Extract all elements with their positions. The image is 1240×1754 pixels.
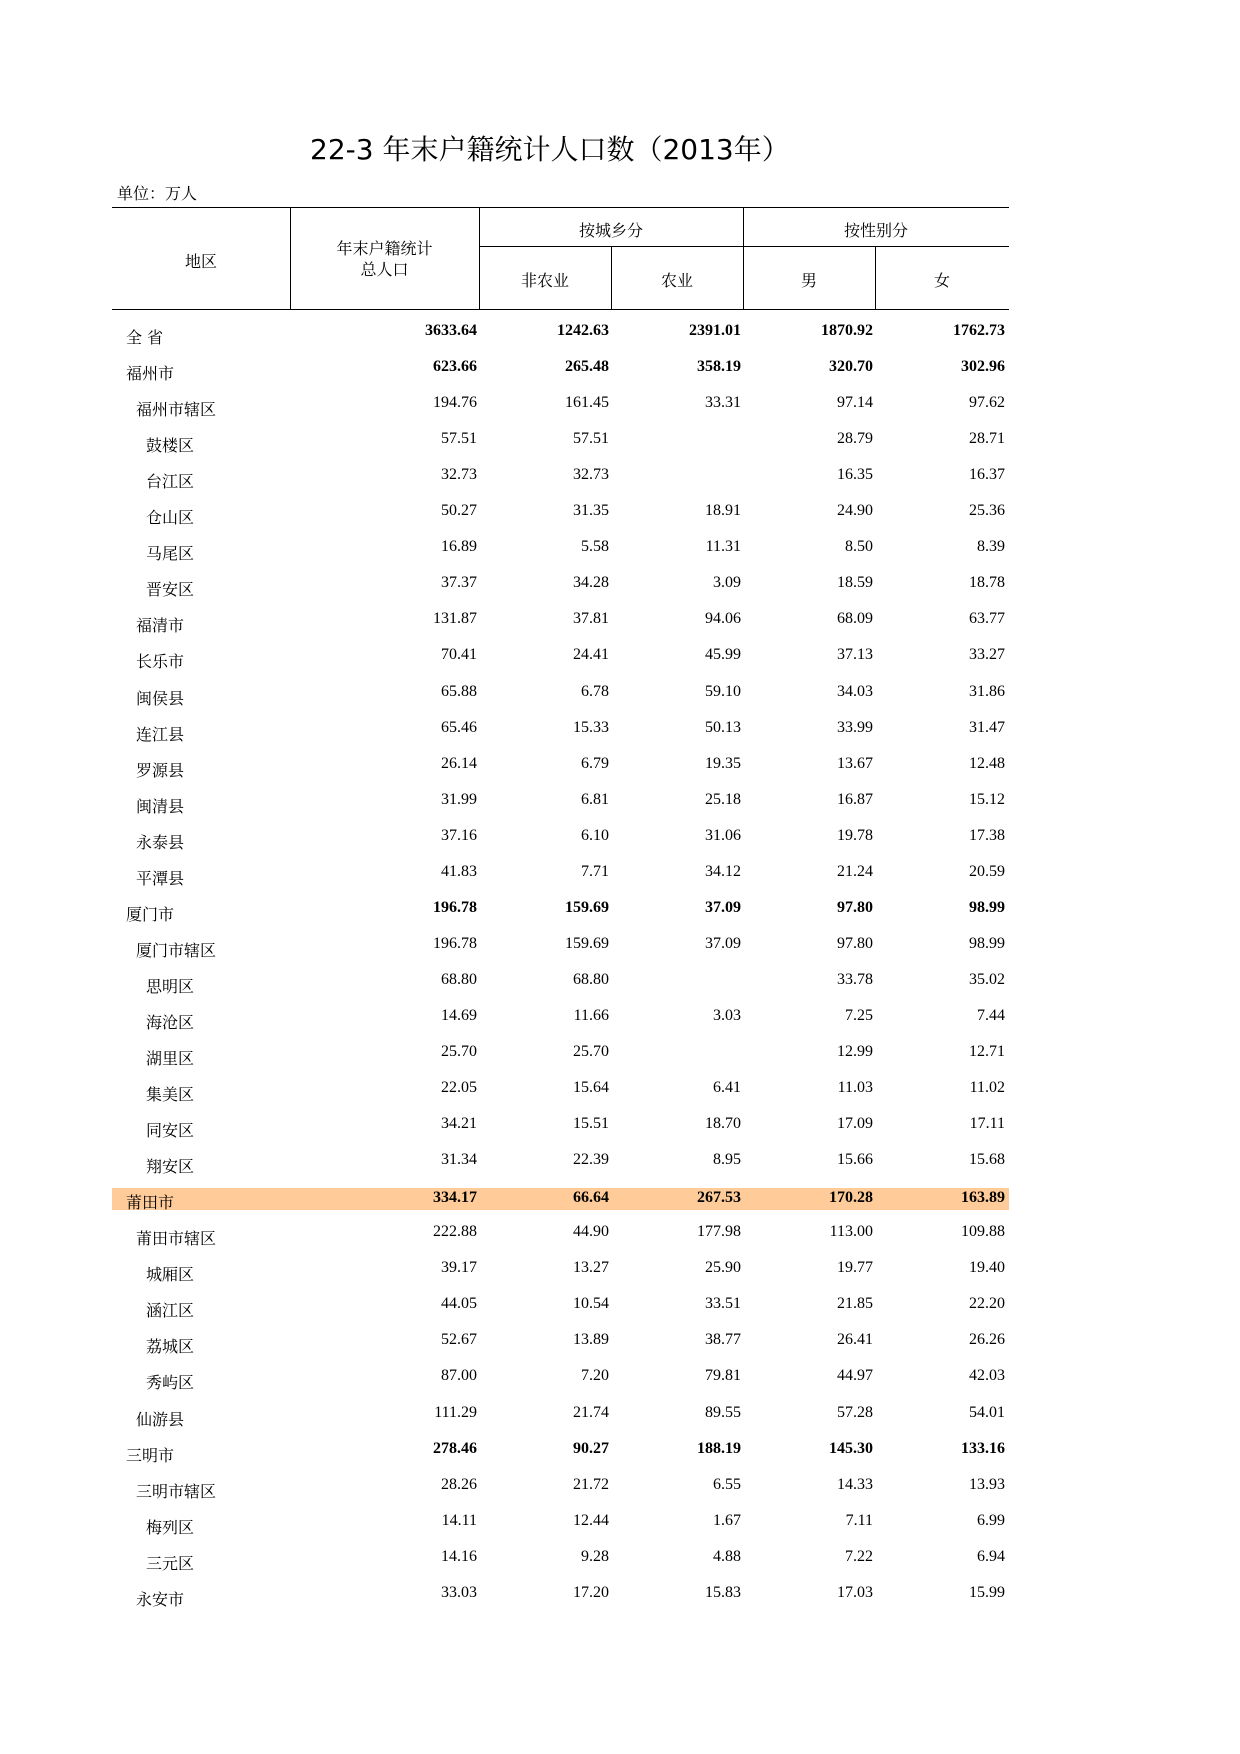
cell-nonagri: 21.72 xyxy=(573,1476,609,1493)
cell-total: 44.05 xyxy=(441,1295,477,1312)
cell-male: 7.11 xyxy=(845,1512,873,1529)
cell-total: 14.16 xyxy=(441,1548,477,1565)
cell-nonagri: 57.51 xyxy=(573,430,609,447)
cell-female: 19.40 xyxy=(969,1259,1005,1276)
table-row xyxy=(112,1584,1009,1620)
region-name: 厦门市辖区 xyxy=(136,941,217,960)
region-name: 秀屿区 xyxy=(146,1373,195,1392)
region-name: 晋安区 xyxy=(146,580,195,599)
cell-female: 16.37 xyxy=(969,466,1005,483)
region-name: 仙游县 xyxy=(136,1410,185,1429)
cell-male: 16.35 xyxy=(837,466,873,483)
table-row xyxy=(112,1188,1009,1210)
cell-male: 37.13 xyxy=(837,646,873,663)
cell-agri: 89.55 xyxy=(705,1404,741,1421)
cell-total: 16.89 xyxy=(441,538,477,555)
cell-male: 12.99 xyxy=(837,1043,873,1060)
table-row xyxy=(112,538,1009,574)
cell-female: 15.99 xyxy=(969,1584,1005,1601)
cell-total: 33.03 xyxy=(441,1584,477,1601)
cell-agri: 3.09 xyxy=(713,574,741,591)
cell-total: 65.46 xyxy=(441,719,477,736)
cell-total: 22.05 xyxy=(441,1079,477,1096)
cell-female: 163.89 xyxy=(961,1189,1005,1206)
region-name: 仓山区 xyxy=(146,508,195,527)
cell-male: 11.03 xyxy=(837,1079,873,1096)
cell-male: 44.97 xyxy=(837,1367,873,1384)
header-female: 女 xyxy=(933,271,950,290)
table-row xyxy=(112,1151,1009,1187)
cell-male: 15.66 xyxy=(837,1151,873,1168)
table-row xyxy=(112,1404,1009,1440)
cell-agri: 38.77 xyxy=(705,1331,741,1348)
table-row xyxy=(112,1548,1009,1584)
region-name: 莆田市 xyxy=(126,1193,175,1212)
cell-female: 35.02 xyxy=(969,971,1005,988)
cell-male: 18.59 xyxy=(837,574,873,591)
cell-nonagri: 32.73 xyxy=(573,466,609,483)
header-total xyxy=(290,238,479,280)
header-by-urban-rural: 按城乡分 xyxy=(578,221,643,240)
cell-female: 18.78 xyxy=(969,574,1005,591)
header-total-line2: 总人口 xyxy=(360,260,409,279)
cell-total: 26.14 xyxy=(441,755,477,772)
cell-female: 33.27 xyxy=(969,646,1005,663)
cell-female: 98.99 xyxy=(969,935,1005,952)
cell-total: 34.21 xyxy=(441,1115,477,1132)
cell-male: 14.33 xyxy=(837,1476,873,1493)
region-name: 台江区 xyxy=(146,472,195,491)
cell-male: 8.50 xyxy=(845,538,873,555)
cell-female: 17.38 xyxy=(969,827,1005,844)
table-row xyxy=(112,1223,1009,1259)
table-row xyxy=(112,430,1009,466)
cell-agri: 79.81 xyxy=(705,1367,741,1384)
cell-male: 17.09 xyxy=(837,1115,873,1132)
cell-female: 25.36 xyxy=(969,502,1005,519)
cell-male: 170.28 xyxy=(829,1189,873,1206)
cell-female: 302.96 xyxy=(961,358,1005,375)
cell-female: 12.71 xyxy=(969,1043,1005,1060)
region-name: 永安市 xyxy=(136,1590,185,1609)
cell-male: 33.99 xyxy=(837,719,873,736)
table-row xyxy=(112,863,1009,899)
cell-total: 334.17 xyxy=(433,1189,477,1206)
table-row xyxy=(112,466,1009,502)
region-name: 城厢区 xyxy=(146,1265,195,1284)
cell-total: 37.37 xyxy=(441,574,477,591)
region-name: 全 省 xyxy=(126,328,164,347)
cell-total: 222.88 xyxy=(433,1223,477,1240)
table-row xyxy=(112,827,1009,863)
cell-female: 42.03 xyxy=(969,1367,1005,1384)
region-name: 翔安区 xyxy=(146,1157,195,1176)
cell-nonagri: 17.20 xyxy=(573,1584,609,1601)
cell-male: 16.87 xyxy=(837,791,873,808)
cell-nonagri: 13.89 xyxy=(573,1331,609,1348)
cell-male: 34.03 xyxy=(837,683,873,700)
cell-nonagri: 7.71 xyxy=(581,863,609,880)
region-name: 三元区 xyxy=(146,1554,195,1573)
region-name: 长乐市 xyxy=(136,652,185,671)
region-name: 梅列区 xyxy=(146,1518,195,1537)
cell-total: 41.83 xyxy=(441,863,477,880)
cell-female: 8.39 xyxy=(977,538,1005,555)
cell-male: 68.09 xyxy=(837,610,873,627)
cell-nonagri: 15.64 xyxy=(573,1079,609,1096)
cell-nonagri: 21.74 xyxy=(573,1404,609,1421)
cell-total: 68.80 xyxy=(441,971,477,988)
table-row xyxy=(112,791,1009,827)
cell-female: 6.94 xyxy=(977,1548,1005,1565)
cell-nonagri: 37.81 xyxy=(573,610,609,627)
cell-male: 28.79 xyxy=(837,430,873,447)
cell-nonagri: 44.90 xyxy=(573,1223,609,1240)
cell-male: 7.25 xyxy=(845,1007,873,1024)
region-name: 平潭县 xyxy=(136,869,185,888)
cell-total: 28.26 xyxy=(441,1476,477,1493)
region-name: 连江县 xyxy=(136,725,185,744)
cell-total: 31.99 xyxy=(441,791,477,808)
cell-agri: 267.53 xyxy=(697,1189,741,1206)
region-name: 集美区 xyxy=(146,1085,195,1104)
cell-female: 7.44 xyxy=(977,1007,1005,1024)
cell-male: 17.03 xyxy=(837,1584,873,1601)
region-name: 海沧区 xyxy=(146,1013,195,1032)
cell-total: 39.17 xyxy=(441,1259,477,1276)
region-name: 三明市 xyxy=(126,1446,175,1465)
cell-total: 70.41 xyxy=(441,646,477,663)
cell-female: 15.12 xyxy=(969,791,1005,808)
cell-nonagri: 9.28 xyxy=(581,1548,609,1565)
cell-male: 113.00 xyxy=(829,1223,873,1240)
cell-agri: 34.12 xyxy=(705,863,741,880)
cell-agri: 31.06 xyxy=(705,827,741,844)
table-row xyxy=(112,755,1009,791)
cell-total: 52.67 xyxy=(441,1331,477,1348)
cell-female: 6.99 xyxy=(977,1512,1005,1529)
cell-nonagri: 68.80 xyxy=(573,971,609,988)
cell-nonagri: 159.69 xyxy=(565,899,609,916)
cell-female: 31.47 xyxy=(969,719,1005,736)
header-male: 男 xyxy=(800,271,817,290)
region-name: 闽侯县 xyxy=(136,689,185,708)
cell-agri: 37.09 xyxy=(705,899,741,916)
table-row xyxy=(112,1367,1009,1403)
cell-nonagri: 265.48 xyxy=(565,358,609,375)
cell-male: 145.30 xyxy=(829,1440,873,1457)
cell-agri: 18.91 xyxy=(705,502,741,519)
table-row xyxy=(112,1007,1009,1043)
cell-female: 12.48 xyxy=(969,755,1005,772)
region-name: 湖里区 xyxy=(146,1049,195,1068)
table-row xyxy=(112,574,1009,610)
header-region: 地区 xyxy=(184,252,217,271)
region-name: 鼓楼区 xyxy=(146,436,195,455)
cell-male: 24.90 xyxy=(837,502,873,519)
cell-total: 194.76 xyxy=(433,394,477,411)
cell-total: 65.88 xyxy=(441,683,477,700)
cell-female: 26.26 xyxy=(969,1331,1005,1348)
cell-agri: 25.90 xyxy=(705,1259,741,1276)
table-row xyxy=(112,610,1009,646)
cell-total: 3633.64 xyxy=(425,322,477,339)
cell-agri: 6.55 xyxy=(713,1476,741,1493)
table-row xyxy=(112,971,1009,1007)
header-non-agri: 非农业 xyxy=(520,271,569,290)
cell-agri: 11.31 xyxy=(705,538,741,555)
region-name: 厦门市 xyxy=(126,905,175,924)
cell-male: 19.77 xyxy=(837,1259,873,1276)
cell-total: 50.27 xyxy=(441,502,477,519)
cell-total: 37.16 xyxy=(441,827,477,844)
region-name: 三明市辖区 xyxy=(136,1482,217,1501)
cell-nonagri: 15.33 xyxy=(573,719,609,736)
cell-total: 32.73 xyxy=(441,466,477,483)
cell-female: 17.11 xyxy=(969,1115,1005,1132)
cell-agri: 33.31 xyxy=(705,394,741,411)
region-name: 莆田市辖区 xyxy=(136,1229,217,1248)
region-name: 福州市辖区 xyxy=(136,400,217,419)
cell-nonagri: 66.64 xyxy=(573,1189,609,1206)
cell-total: 196.78 xyxy=(433,935,477,952)
cell-agri: 358.19 xyxy=(697,358,741,375)
cell-agri: 8.95 xyxy=(713,1151,741,1168)
header-total-line1: 年末户籍统计 xyxy=(336,239,433,258)
cell-nonagri: 5.58 xyxy=(581,538,609,555)
region-name: 马尾区 xyxy=(146,544,195,563)
cell-agri: 177.98 xyxy=(697,1223,741,1240)
cell-agri: 45.99 xyxy=(705,646,741,663)
cell-nonagri: 31.35 xyxy=(573,502,609,519)
header-bottom-rule xyxy=(112,309,1009,310)
cell-agri: 15.83 xyxy=(705,1584,741,1601)
table-row xyxy=(112,322,1009,358)
cell-agri: 37.09 xyxy=(705,935,741,952)
cell-female: 13.93 xyxy=(969,1476,1005,1493)
unit-label: 单位：万人 xyxy=(117,184,198,203)
cell-total: 196.78 xyxy=(433,899,477,916)
table-row xyxy=(112,1512,1009,1548)
cell-nonagri: 25.70 xyxy=(573,1043,609,1060)
table-row xyxy=(112,1043,1009,1079)
region-name: 涵江区 xyxy=(146,1301,195,1320)
cell-total: 111.29 xyxy=(434,1404,477,1421)
cell-male: 1870.92 xyxy=(821,322,873,339)
region-name: 福清市 xyxy=(136,616,185,635)
cell-total: 25.70 xyxy=(441,1043,477,1060)
table-row xyxy=(112,358,1009,394)
cell-nonagri: 11.66 xyxy=(573,1007,609,1024)
cell-total: 14.69 xyxy=(441,1007,477,1024)
cell-nonagri: 6.81 xyxy=(581,791,609,808)
cell-nonagri: 1242.63 xyxy=(557,322,609,339)
cell-female: 97.62 xyxy=(969,394,1005,411)
table-row xyxy=(112,394,1009,430)
cell-agri: 94.06 xyxy=(705,610,741,627)
region-name: 闽清县 xyxy=(136,797,185,816)
cell-male: 33.78 xyxy=(837,971,873,988)
cell-nonagri: 6.10 xyxy=(581,827,609,844)
header-top-rule xyxy=(112,207,1009,208)
cell-agri: 3.03 xyxy=(713,1007,741,1024)
cell-total: 623.66 xyxy=(433,358,477,375)
region-name: 荔城区 xyxy=(146,1337,195,1356)
table-row xyxy=(112,1259,1009,1295)
cell-agri: 4.88 xyxy=(713,1548,741,1565)
cell-male: 57.28 xyxy=(837,1404,873,1421)
cell-agri: 1.67 xyxy=(713,1512,741,1529)
cell-agri: 6.41 xyxy=(713,1079,741,1096)
cell-male: 19.78 xyxy=(837,827,873,844)
cell-agri: 25.18 xyxy=(705,791,741,808)
cell-total: 131.87 xyxy=(433,610,477,627)
cell-male: 97.14 xyxy=(837,394,873,411)
cell-total: 278.46 xyxy=(433,1440,477,1457)
cell-female: 133.16 xyxy=(961,1440,1005,1457)
cell-agri: 188.19 xyxy=(697,1440,741,1457)
cell-male: 21.85 xyxy=(837,1295,873,1312)
cell-male: 97.80 xyxy=(837,899,873,916)
cell-nonagri: 90.27 xyxy=(573,1440,609,1457)
cell-female: 11.02 xyxy=(969,1079,1005,1096)
header-by-gender: 按性别分 xyxy=(843,221,908,240)
table-row xyxy=(112,1476,1009,1512)
cell-nonagri: 22.39 xyxy=(573,1151,609,1168)
region-name: 永泰县 xyxy=(136,833,185,852)
cell-female: 63.77 xyxy=(969,610,1005,627)
cell-agri: 59.10 xyxy=(705,683,741,700)
cell-nonagri: 7.20 xyxy=(581,1367,609,1384)
cell-agri: 19.35 xyxy=(705,755,741,772)
table-row xyxy=(112,899,1009,935)
cell-total: 57.51 xyxy=(441,430,477,447)
cell-female: 98.99 xyxy=(969,899,1005,916)
cell-male: 320.70 xyxy=(829,358,873,375)
cell-female: 20.59 xyxy=(969,863,1005,880)
table-row xyxy=(112,1331,1009,1367)
table-row xyxy=(112,502,1009,538)
header-mid-rule xyxy=(479,246,1009,247)
table-row xyxy=(112,683,1009,719)
cell-total: 31.34 xyxy=(441,1151,477,1168)
cell-agri: 33.51 xyxy=(705,1295,741,1312)
cell-agri: 50.13 xyxy=(705,719,741,736)
cell-female: 22.20 xyxy=(969,1295,1005,1312)
cell-female: 54.01 xyxy=(969,1404,1005,1421)
region-name: 同安区 xyxy=(146,1121,195,1140)
cell-female: 1762.73 xyxy=(953,322,1005,339)
cell-male: 7.22 xyxy=(845,1548,873,1565)
cell-total: 87.00 xyxy=(441,1367,477,1384)
cell-female: 109.88 xyxy=(961,1223,1005,1240)
cell-male: 21.24 xyxy=(837,863,873,880)
cell-female: 28.71 xyxy=(969,430,1005,447)
cell-male: 26.41 xyxy=(837,1331,873,1348)
cell-nonagri: 6.78 xyxy=(581,683,609,700)
table-row xyxy=(112,935,1009,971)
table-row xyxy=(112,1115,1009,1151)
table-row xyxy=(112,1440,1009,1476)
cell-nonagri: 15.51 xyxy=(573,1115,609,1132)
table-row xyxy=(112,719,1009,755)
cell-female: 31.86 xyxy=(969,683,1005,700)
cell-nonagri: 13.27 xyxy=(573,1259,609,1276)
cell-male: 13.67 xyxy=(837,755,873,772)
table-row xyxy=(112,1079,1009,1115)
region-name: 思明区 xyxy=(146,977,195,996)
cell-nonagri: 10.54 xyxy=(573,1295,609,1312)
cell-nonagri: 12.44 xyxy=(573,1512,609,1529)
table-row xyxy=(112,646,1009,682)
cell-nonagri: 24.41 xyxy=(573,646,609,663)
cell-nonagri: 6.79 xyxy=(581,755,609,772)
cell-agri: 2391.01 xyxy=(689,322,741,339)
cell-nonagri: 159.69 xyxy=(565,935,609,952)
cell-agri: 18.70 xyxy=(705,1115,741,1132)
table-row xyxy=(112,1295,1009,1331)
cell-total: 14.11 xyxy=(441,1512,477,1529)
region-name: 罗源县 xyxy=(136,761,185,780)
cell-male: 97.80 xyxy=(837,935,873,952)
region-name: 福州市 xyxy=(126,364,175,383)
cell-female: 15.68 xyxy=(969,1151,1005,1168)
cell-nonagri: 161.45 xyxy=(565,394,609,411)
header-agri: 农业 xyxy=(660,271,693,290)
cell-nonagri: 34.28 xyxy=(573,574,609,591)
